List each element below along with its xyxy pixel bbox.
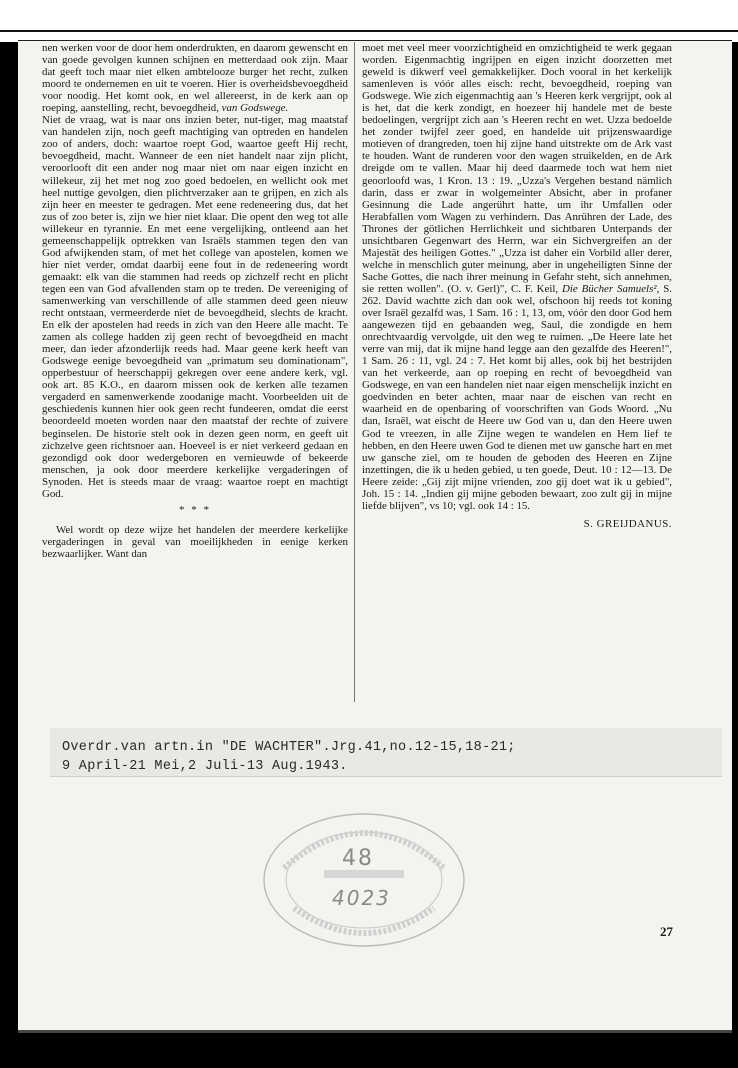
left-paragraph-1	[42, 42, 348, 114]
left-text-1: nen werken voor de door hem onderdrukten, en daarom gewenscht en van goede gevolgen kunnen schijnen en metterdaad ook zijn. Maar dat geeft toch maar niet elken ambtelooze burger het recht, zulken moord te ondernemen en uit te voeren. Hier is overheidsbevoegdheid voor noodig. Het komt ook, en wel allereerst, in de kerk aan op roeping, aanstelling, recht, bevoegdheid,	[42, 42, 348, 115]
stamp-seal-icon	[254, 808, 474, 958]
typed-note-line-1: Overdr.van artn.in "DE WACHTER".Jrg.41,no.12-15,18-21;	[62, 740, 516, 755]
handwritten-number-bottom: 4023	[332, 886, 391, 910]
page-number: 27	[660, 924, 673, 939]
left-paragraph-2: Niet de vraag, wat is naar ons inzien beter, nut-tiger, mag maatstaf van handelen zijn, noch geeft machtiging van optreden en handelen zoo of anders, doch: waartoe roept God, waartoe geeft Hij recht, bevoegdheid, macht. Wanneer de een niet handelt naar zijn plicht, veroorlooft dit een ander nog maar niet om naar eigen inzicht en willekeur, zij het met nog zoo goed bedoelen, en wellicht ook met heel nuttige gevolgen, dien plichtverzaker aan te grijpen, en zich als zijn heer en meester te gedragen. Met eene redeneering dus, dat het zus of zoo beter is, zijn we hier niet klaar. Die opent den weg tot alle willekeur en tyrannie. En met eene vergelijking, ontleend aan het gemeenschappelijk optrekken van Israëls stammen tegen den van God afwijkenden stam, of met het college van apostelen, komen we hier niet verder, omdat daarbij eene fout in de redeneering wordt gemaakt: elk van die stammen had reeds op zichzelf recht en plicht tegen een van God afvallenden stam op te treden. De vereeniging of samenwerking van verschillende of alle stammen deed geen nieuw recht ontstaan, vermeerderde niet de bevoegdheid, slechts de kracht. En elk der apostelen had reeds in zich van den Heere alle macht. Te zamen als college hadden zij geen recht of bevoegdheid en macht meer, dan ieder afzonderlijk reeds had. Maar geene kerk heeft van Godswege eenige bevoegdheid van „primatum seu dominationam", opperbestuur of heerschappij gekregen over eene andere kerk, vgl. ook art. 85 K.O., en daarom missen ook de kerken alle tezamen vergaderd en samenwerkende zoodanige macht. Voorbeelden uit de geschiedenis kunnen hier ook geen recht fundeeren, omdat die eerst beoordeeld moeten worden naar den maatstaf der rechte of zuivere beginselen. De historie stelt ook in dezen geen norm, en geeft uit zichzelve geen richtsnoer aan. Hoeveel is er niet verkeerd gedaan en gezondigd ook door wedergeboren en vernieuwde of bekeerde menschen, ja ook door meerdere kerkelijke vergaderingen of Synoden. Het is steeds maar de vraag: waartoe roept en machtigt God.	[42, 114, 348, 500]
right-column	[362, 42, 672, 530]
typed-note	[62, 738, 702, 776]
author-signature: S. GREIJDANUS.	[583, 517, 672, 530]
library-stamp	[254, 808, 474, 958]
left-text-italic: van Godswege.	[221, 102, 289, 115]
column-divider	[354, 42, 355, 702]
right-text-1: moet met veel meer voorzichtigheid en omzichtigheid te werk gegaan worden. Eigenmachtig ingrijpen en eigen inzicht doorzetten met geweld is dikwerf veel gemakkelijker. Doch vooral in het kerkelijk samenleven is vóór alles eisch: recht, bevoegdheid, roeping van Godswege. Wie zich eigenmachtig aan 's Heeren kerk vergrijpt, ook al is het, dat die kerk zondigt, en hoezeer hij handele met de beste bedoelingen, vergrijpt zich aan 's Heeren recht en wet. Uzza bedoelde het zonder twijfel zeer goed, en handelde uit prijzenswaardige motieven of drangreden, toen hij zijne hand uitstrekte om de Ark vast te houden. Want de runderen voor den wagen struikelden, en de Ark dreigde om te vallen. Maar hij deed daarmede toch wat hem niet geoorloofd was, 1 Kron. 13 : 19. „Uzza's Vergehen bestand nämlich darin, dass er zwar in wolgemeinter Absicht, aber in profaner Gesinnung die Lade angerührt hatte, um ihr Umfallen oder Herabfallen vom Wagen zu verhindern. Das Anrühren der Lade, des Thrones der götlichen Herrlichkeit und sichtbaren Unterpands der unsichtbaren Gegenwart des Herrn, war ein Sichvergreifen an der Majestät des heiligen Gottes." „Uzza ist daher ein Vorbild aller derer, welche in menschlich guter meinung, aber in ungeheiligten Sinne der Sache Gottes, die nach ihrer meinung in Gefahr steht, sich annehmen, sie retten wollen". (O. v. Gerl)", C. F. Keil,	[362, 42, 672, 295]
left-column	[42, 42, 348, 560]
asterism: * * *	[179, 503, 211, 516]
right-text-2: , S. 262. David wachtte zich dan ook wel, ofschoon hij reeds tot koning over Israël gezalfd was, 1 Sam. 16 : 1, 13, om, vóór den door God hem aangewezen tijd en gebaanden weg, Saul, die zondigde en hem onrechtvaardig vervolgde, uit den weg te ruimen. „De Heere late het verre van mij, dat ik mijne hand legge aan den gezalfde des Heeren!", 1 Sam. 26 : 11, vgl. 24 : 7. Het komt bij alles, ook bij het bestrijden van het verkeerde, aan op roeping en recht of bevoegdheid van Godswege, en van een handelen niet naar eigen menschelijk inzicht en goedvinden en beter achten, maar naar de eischen van recht en waarheid en de openbaring of voorschriften van Gods Woord. „Nu dan, Israël, wat eischt de Heere uw God van u, dan den Heere uwen God te vreezen, in alle Zijne wegen te wandelen en Hem lief te hebben, en den Heere uwen God te dienen met uw gansche hart en met uw gansche ziel, om te houden de geboden des Heeren en Zijne inzettingen, die ik u heden gebied, u ten goede, Deut. 10 : 12—13. De Heere zeide: „Gij zijt mijne vrienden, zoo gij doet wat ik u gebied", Joh. 15 : 14. „Indien gij mijne geboden bewaart, zoo zult gij in mijne liefde blijven", vs 10; vgl. ook 14 : 15.	[362, 282, 672, 512]
page-bottom-edge	[18, 1030, 732, 1033]
left-paragraph-3: Wel wordt op deze wijze het handelen der meerdere kerkelijke vergaderingen in geval van moeilijkheden in eenige kerken bezwaarlijker. Want dan	[42, 523, 348, 560]
page-top-edge	[0, 0, 738, 42]
handwritten-number-top: 48	[342, 846, 374, 871]
typed-note-line-2: 9 April-21 Mei,2 Juli-13 Aug.1943.	[62, 759, 348, 774]
right-paragraph-1	[362, 42, 672, 512]
right-text-italic: Die Bücher Samuels²	[562, 282, 657, 295]
